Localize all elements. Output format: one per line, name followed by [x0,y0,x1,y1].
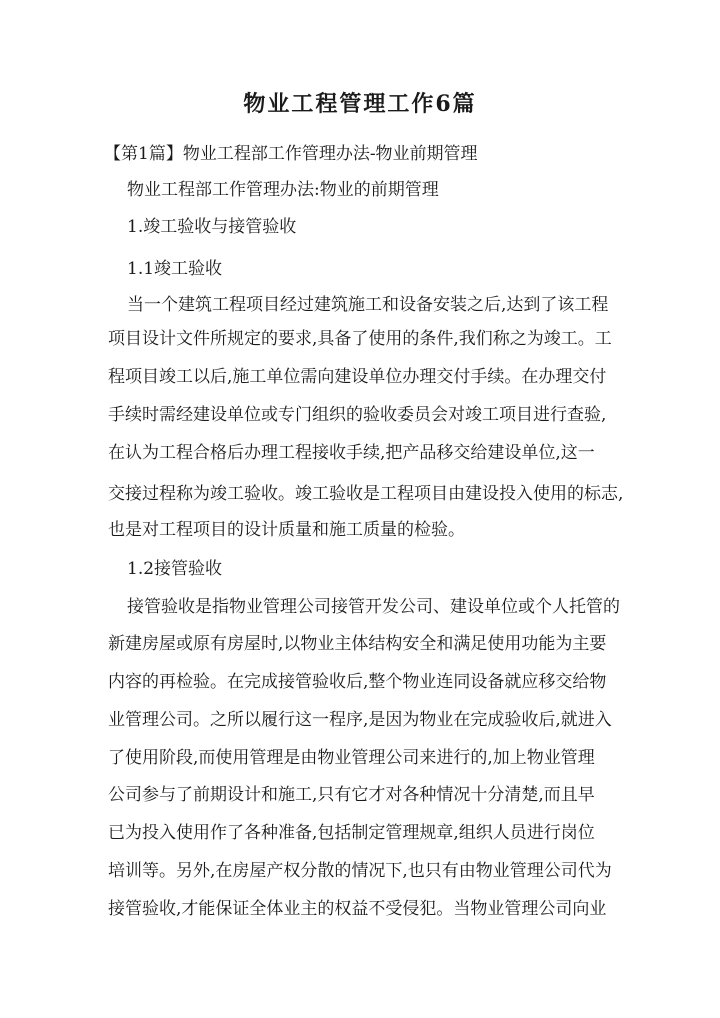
paragraph-line: 交接过程称为竣工验收。竣工验收是工程项目由建设投入使用的标志, [108,484,624,504]
paragraph-line: 手续时需经建设单位或专门组织的验收委员会对竣工项目进行查验, [108,405,607,425]
paragraph-line: 业管理公司。之所以履行这一程序,是因为物业在完成验收后,就进入 [108,710,612,730]
paragraph-line: 当一个建筑工程项目经过建筑施工和设备安装之后,达到了该工程 [127,295,609,315]
paragraph-line: 程项目竣工以后,施工单位需向建设单位办理交付手续。在办理交付 [108,367,607,387]
paragraph-line: 项目设计文件所规定的要求,具备了使用的条件,我们称之为竣工。工 [108,329,612,349]
paragraph-line: 了使用阶段,而使用管理是由物业管理公司来进行的,加上物业管理 [108,748,595,768]
subtitle: 物业工程部工作管理办法:物业的前期管理 [127,180,439,200]
paragraph-line: 新建房屋或原有房屋时,以物业主体结构安全和满足使用功能为主要 [108,634,607,654]
paragraph-line: 也是对工程项目的设计质量和施工质量的检验。 [108,520,465,540]
chapter-heading: 【第1篇】物业工程部工作管理办法-物业前期管理 [104,144,478,164]
paragraph-line: 已为投入使用作了各种准备,包括制定管理规章,组织人员进行岗位 [108,823,595,843]
section-heading: 1.竣工验收与接管验收 [127,217,297,237]
paragraph-line: 内容的再检验。在完成接管验收后,整个物业连同设备就应移交给物 [108,672,607,692]
paragraph-line: 培训等。另外,在房屋产权分散的情况下,也只有由物业管理公司代为 [108,861,612,881]
document-title: 物业工程管理工作6篇 [243,91,477,117]
paragraph-line: 接管验收是指物业管理公司接管开发公司、建设单位或个人托管的 [127,597,620,617]
paragraph-line: 公司参与了前期设计和施工,只有它才对各种情况十分清楚,而且早 [108,785,595,805]
subsection-heading: 1.1竣工验收 [127,259,223,279]
paragraph-line: 接管验收,才能保证全体业主的权益不受侵犯。当物业管理公司向业 [108,899,607,919]
paragraph-line: 在认为工程合格后办理工程接收手续,把产品移交给建设单位,这一 [108,443,595,463]
subsection-heading: 1.2接管验收 [127,559,223,579]
